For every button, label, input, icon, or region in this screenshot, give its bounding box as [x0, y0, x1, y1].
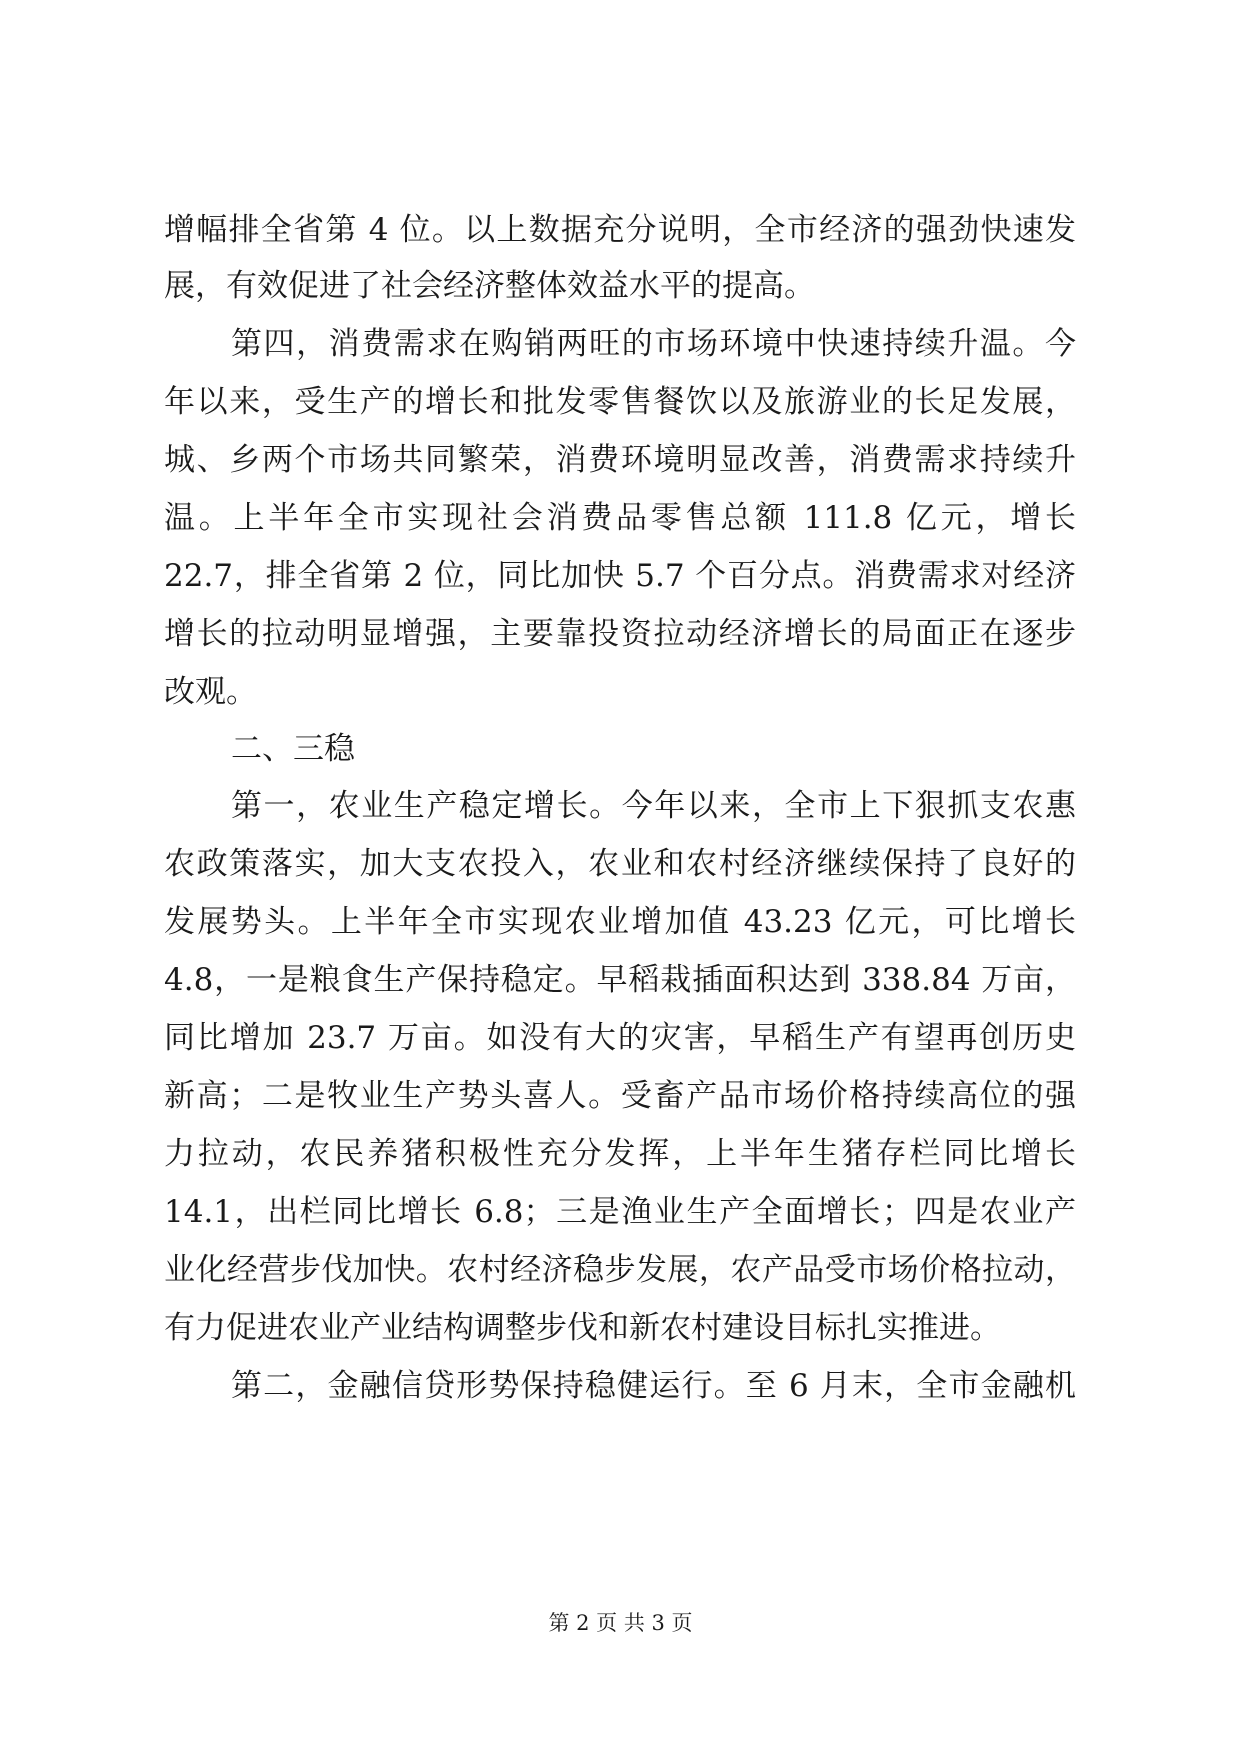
text-line: 4.8，一是粮食生产保持稳定。早稻栽插面积达到 338.84 万亩，	[164, 962, 1076, 998]
paragraph-start-line: 第一，农业生产稳定增长。今年以来，全市上下狠抓支农惠	[231, 788, 1076, 824]
text-line: 年以来，受生产的增长和批发零售餐饮以及旅游业的长足发展，	[164, 384, 1076, 420]
page-number-footer: 第 2 页 共 3 页	[548, 1611, 693, 1635]
text-line: 同比增加 23.7 万亩。如没有大的灾害，早稻生产有望再创历史	[164, 1020, 1076, 1056]
text-line: 农政策落实，加大支农投入，农业和农村经济继续保持了良好的	[164, 846, 1076, 882]
text-line: 城、乡两个市场共同繁荣，消费环境明显改善，消费需求持续升	[164, 442, 1076, 478]
text-line: 展，有效促进了社会经济整体效益水平的提高。	[164, 268, 815, 304]
text-line: 发展势头。上半年全市实现农业增加值 43.23 亿元，可比增长	[164, 904, 1076, 940]
text-line: 增长的拉动明显增强，主要靠投资拉动经济增长的局面正在逐步	[164, 616, 1076, 652]
text-line: 业化经营步伐加快。农村经济稳步发展，农产品受市场价格拉动，	[164, 1252, 1076, 1288]
section-heading: 二、三稳	[231, 731, 355, 767]
paragraph-start-line: 第四，消费需求在购销两旺的市场环境中快速持续升温。今	[231, 326, 1076, 362]
text-line: 22.7，排全省第 2 位，同比加快 5.7 个百分点。消费需求对经济	[164, 558, 1076, 594]
text-line: 改观。	[164, 674, 257, 710]
text-line: 有力促进农业产业结构调整步伐和新农村建设目标扎实推进。	[164, 1310, 1001, 1346]
text-line: 增幅排全省第 4 位。以上数据充分说明，全市经济的强劲快速发	[164, 212, 1076, 248]
text-line: 温。上半年全市实现社会消费品零售总额 111.8 亿元，增长	[164, 500, 1076, 536]
text-line: 力拉动，农民养猪积极性充分发挥，上半年生猪存栏同比增长	[164, 1136, 1076, 1172]
paragraph-start-line: 第二，金融信贷形势保持稳健运行。至 6 月末，全市金融机	[231, 1368, 1076, 1404]
text-line: 14.1，出栏同比增长 6.8；三是渔业生产全面增长；四是农业产	[164, 1194, 1076, 1230]
text-line: 新高；二是牧业生产势头喜人。受畜产品市场价格持续高位的强	[164, 1078, 1076, 1114]
